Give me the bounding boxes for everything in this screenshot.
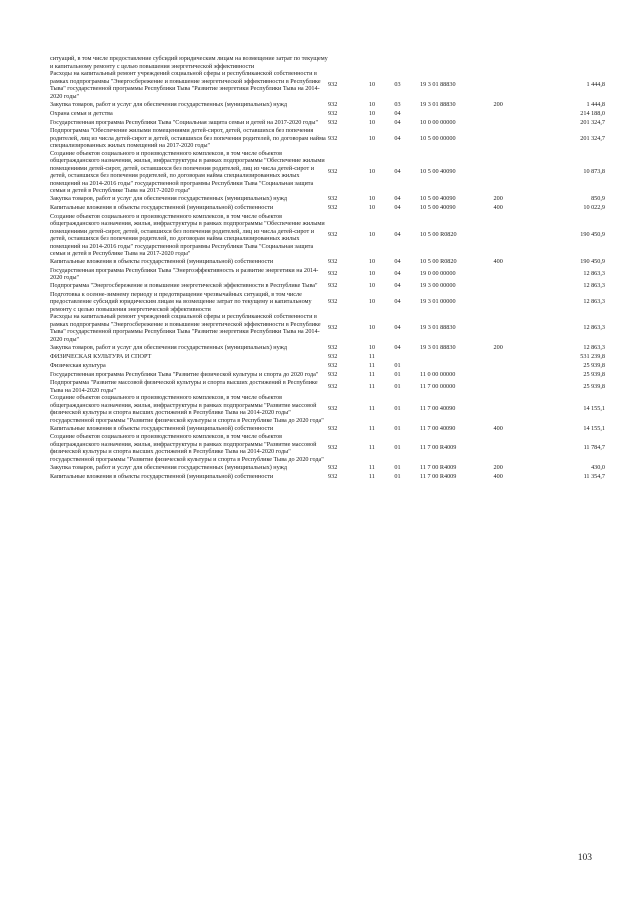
table-row	[50, 424, 605, 433]
row-target-item-code: 11 7 00 40090	[419, 405, 456, 413]
row-name: Закупка товаров, работ и услуг для обеспечения государственных (муниципальных) нужд	[50, 100, 288, 108]
row-name: Капитальные вложения в объекты государственной (муниципальной) собственности	[50, 472, 274, 480]
row-amount: 201 324,7	[580, 118, 605, 126]
row-ministry-code: 932	[328, 444, 338, 452]
row-section-code: 10	[368, 109, 376, 117]
table-row	[50, 55, 605, 70]
row-amount: 190 450,9	[580, 258, 605, 266]
row-target-item-code: 11 7 00 R4009	[419, 444, 457, 452]
table-row	[50, 282, 605, 291]
row-ministry-code: 932	[328, 100, 338, 108]
row-section-code: 10	[368, 298, 376, 305]
row-section-code: 11	[368, 472, 375, 480]
row-name: Подпрограмма "Развитие массовой физической культуры и спорта высших достижений в Республике Тыва на 2014-2020 годы"	[50, 379, 318, 394]
row-name: Расходы на капитальный ремонт учреждений социальной сферы и республиканской собственности в рамках подпрограммы "Энергосбережение и повышение энергетической эффективности в Республике Тыва" государственной программы Республики Тыва "Развитие энергетики Республики Тыва на 2014-2020 годы"	[50, 313, 321, 343]
row-target-item-code: 19 3 01 88830	[419, 324, 456, 332]
row-section-code: 11	[368, 405, 375, 413]
row-section-code	[369, 55, 395, 70]
row-amount: 1 444,8	[586, 81, 605, 89]
row-target-item-code: 11 7 00 R4009	[419, 472, 457, 480]
row-subsection-code: 04	[394, 282, 401, 290]
row-target-item-code: 11 7 00 R4009	[419, 463, 457, 471]
row-section-code: 10	[368, 324, 376, 332]
table-row	[50, 343, 605, 352]
row-amount: 12 863,3	[583, 270, 605, 278]
row-target-item-code: 10 5 00 40090	[419, 204, 456, 212]
row-ministry-code: 932	[328, 231, 338, 239]
row-section-code: 10	[368, 100, 376, 108]
row-ministry-code: 932	[328, 472, 338, 480]
row-amount: 12 863,3	[583, 324, 605, 332]
row-amount: 10 022,9	[583, 204, 605, 212]
row-subsection-code: 04	[394, 134, 401, 142]
table-row	[50, 267, 605, 282]
row-subsection-code: 04	[394, 168, 401, 176]
row-subsection-code: 03	[394, 81, 401, 89]
row-ministry-code: 932	[328, 405, 338, 413]
row-amount: 190 450,9	[580, 231, 605, 239]
row-target-item-code: 10 5 00 R0820	[419, 258, 457, 266]
row-section-code: 10	[368, 134, 376, 142]
row-expense-type-code: 400	[493, 204, 503, 212]
row-section-code: 10	[368, 258, 376, 266]
row-subsection-code: 04	[394, 270, 401, 278]
row-subsection-code: 04	[394, 324, 401, 332]
row-amount: 10 873,8	[583, 168, 605, 176]
row-amount: 1 444,8	[586, 100, 605, 108]
row-target-item-code: 10 5 00 40090	[419, 195, 456, 203]
row-expense-type-code	[494, 70, 533, 100]
row-ministry-code: 932	[328, 298, 338, 305]
row-expense-type-code	[494, 109, 533, 118]
row-target-item-code: 10 5 00 00000	[419, 134, 456, 142]
row-ministry-code: 932	[328, 204, 338, 212]
row-expense-type-code: 200	[493, 463, 503, 471]
row-section-code: 10	[368, 81, 376, 89]
row-name: Создание объектов социального и производственного комплексов, в том числе объектов общегражданского назначения, жилья, инфраструктуры в рамках подпрограммы "Обеспечение жилыми помещениями детей-сирот, детей, оставшихся без попечения родителей, лиц из числа детей-сирот и детей, оставшихся без попечения родителей, по договорам найма специализированных жилых помещений на 2014-2016 годы" государственной программы Республики Тыва "Социальная защита семьи и детей в Республике Тыва на 2017-2020 годы"	[50, 149, 325, 194]
row-amount: 25 939,8	[583, 382, 605, 390]
row-name: Физическая культура	[50, 361, 106, 369]
row-expense-type-code	[494, 433, 533, 463]
row-ministry-code: 932	[328, 134, 338, 142]
row-name: ФИЗИЧЕСКАЯ КУЛЬТУРА И СПОРТ	[50, 352, 152, 360]
row-name: Государственная программа Республики Тыва "Развитие физической культуры и спорта до 2020 года"	[50, 370, 319, 378]
row-ministry-code: 932	[328, 168, 338, 176]
row-ministry-code: 932	[328, 424, 338, 432]
row-section-code: 11	[368, 424, 375, 432]
budget-table-body	[50, 55, 605, 481]
table-row	[50, 195, 605, 204]
row-ministry-code: 932	[328, 81, 338, 89]
row-amount: 25 939,8	[583, 361, 605, 369]
row-name: Закупка товаров, работ и услуг для обеспечения государственных (муниципальных) нужд	[50, 343, 288, 351]
table-row	[50, 258, 605, 267]
row-ministry-code: 932	[328, 343, 338, 351]
row-ministry-code: 932	[328, 109, 338, 117]
row-name: Капитальные вложения в объекты государственной (муниципальной) собственности	[50, 204, 274, 212]
table-row	[50, 100, 605, 109]
row-target-item-code: 19 3 00 00000	[419, 282, 456, 290]
row-expense-type-code: 400	[493, 424, 503, 432]
table-row	[50, 472, 605, 481]
row-section-code: 11	[368, 370, 375, 378]
row-name: Государственная программа Республики Тыва "Социальная защита семьи и детей на 2017-2020 годы"	[50, 118, 318, 126]
row-expense-type-code: 200	[493, 195, 503, 203]
table-row	[50, 204, 605, 213]
row-ministry-code: 932	[328, 361, 338, 369]
row-expense-type-code	[494, 118, 533, 127]
row-subsection-code: 04	[394, 109, 401, 117]
row-name: Государственная программа Республики Тыва "Энергоэффективность и развитие энергетики на 2014-2020 годы"	[50, 266, 319, 281]
row-amount: 14 155,1	[583, 424, 605, 432]
table-row	[50, 379, 605, 394]
row-target-item-code	[420, 352, 494, 361]
row-name: ситуаций, в том числе предоставление субсидий юридическим лицам на возмещение затрат по текущему и капитальному ремонту с целью повышения энергетической эффективности	[50, 55, 328, 70]
row-target-item-code: 11 0 00 00000	[419, 370, 456, 378]
row-name: Закупка товаров, работ и услуг для обеспечения государственных (муниципальных) нужд	[50, 463, 288, 471]
row-subsection-code: 04	[394, 204, 401, 212]
table-row	[50, 433, 605, 463]
table-row	[50, 361, 605, 370]
row-subsection-code: 01	[394, 370, 401, 378]
row-amount: 850,9	[591, 195, 605, 203]
row-expense-type-code	[494, 291, 533, 314]
row-expense-type-code	[494, 370, 533, 379]
row-subsection-code: 01	[394, 463, 401, 471]
row-amount: 430,0	[591, 463, 605, 471]
row-target-item-code	[420, 55, 494, 70]
table-row	[50, 463, 605, 472]
row-name: Охрана семьи и детства	[50, 109, 113, 117]
row-section-code: 10	[368, 270, 376, 278]
row-name: Капитальные вложения в объекты государственной (муниципальной) собственности	[50, 258, 274, 266]
row-subsection-code: 03	[394, 100, 401, 108]
row-expense-type-code	[494, 127, 533, 150]
row-expense-type-code	[494, 352, 533, 361]
table-row	[50, 213, 605, 258]
row-target-item-code: 10 5 00 40090	[419, 168, 456, 176]
row-target-item-code: 10 5 00 R0820	[419, 231, 457, 239]
row-ministry-code: 932	[328, 118, 338, 126]
row-expense-type-code: 400	[493, 258, 503, 266]
row-target-item-code: 19 3 01 88830	[419, 343, 456, 351]
budget-table	[50, 55, 605, 481]
row-expense-type-code: 200	[493, 343, 503, 351]
row-subsection-code: 04	[394, 343, 401, 351]
row-target-item-code	[420, 361, 494, 370]
row-amount: 11 354,7	[583, 472, 605, 480]
row-target-item-code: 10 0 00 00000	[419, 118, 456, 126]
table-row	[50, 118, 605, 127]
row-expense-type-code	[494, 150, 533, 195]
row-section-code: 10	[368, 231, 376, 239]
row-name: Создание объектов социального и производственного комплексов, в том числе объектов общегражданского назначения, жилья, инфраструктуры в рамках подпрограммы "Развитие массовой физической культуры и спорта высших достижений в Республике Тыва на 2014-2020 годы" государственной программы "Развитие физической культуры и спорта в Республике Тыва до 2020 года"	[50, 433, 324, 463]
row-target-item-code: 19 0 00 00000	[419, 270, 456, 278]
row-ministry-code: 932	[328, 270, 338, 278]
row-name: Создание объектов социального и производственного комплексов, в том числе объектов общегражданского назначения, жилья, инфраструктуры в рамках подпрограммы "Обеспечение жилыми помещениями детей-сирот, детей, оставшихся без попечения родителей, лиц из числа детей-сирот и детей, оставшихся без попечения родителей, по договорам найма специализированных жилых помещений на 2014-2016 годы" государственной программы Республики Тыва "Социальная защита семьи и детей в Республике Тыва на 2017-2020 годы"	[50, 212, 325, 257]
row-amount: 201 324,7	[580, 134, 605, 142]
row-expense-type-code	[494, 361, 533, 370]
row-ministry-code: 932	[328, 463, 338, 471]
row-ministry-code: 932	[328, 382, 338, 390]
row-amount: 12 863,3	[583, 343, 605, 351]
row-amount: 12 863,3	[583, 298, 605, 305]
row-name: Расходы на капитальный ремонт учреждений социальной сферы и республиканской собственности в рамках подпрограммы "Энергосбережение и повышение энергетической эффективности в Республике Тыва" государственной программы Республики Тыва "Развитие энергетики Республики Тыва на 2014-2020 годы"	[50, 70, 321, 100]
table-row	[50, 109, 605, 118]
page-number: 103	[577, 853, 592, 863]
row-section-code: 11	[368, 463, 375, 471]
row-name: Закупка товаров, работ и услуг для обеспечения государственных (муниципальных) нужд	[50, 195, 288, 203]
row-section-code: 10	[368, 204, 376, 212]
row-amount: 214 188,0	[580, 109, 605, 117]
row-name: Подпрограмма "Обеспечение жилыми помещениями детей-сирот, детей, оставшихся без попечения родителей, лиц из числа детей-сирот и детей, оставшихся без попечения родителей, по договорам найма специализированных жилых помещений на 2017-2020 годы"	[50, 127, 326, 149]
row-name: Создание объектов социального и производственного комплексов, в том числе объектов общегражданского назначения, жилья, инфраструктуры в рамках подпрограммы "Развитие массовой физической культуры и спорта высших достижений в Республике Тыва на 2014-2020 годы" государственной программы "Развитие физической культуры и спорта в Республике Тыва до 2020 года"	[50, 394, 324, 424]
row-name: Капитальные вложения в объекты государственной (муниципальной) собственности	[50, 424, 274, 432]
row-amount	[532, 55, 605, 70]
row-expense-type-code: 400	[493, 472, 503, 480]
row-section-code: 11	[368, 352, 375, 360]
row-amount: 14 155,1	[583, 405, 605, 413]
row-amount: 11 784,7	[583, 444, 605, 452]
table-row	[50, 291, 605, 314]
row-subsection-code: 01	[394, 382, 401, 390]
row-ministry-code	[328, 55, 369, 70]
row-section-code: 10	[368, 343, 376, 351]
row-ministry-code: 932	[328, 370, 338, 378]
row-subsection-code: 01	[394, 444, 401, 452]
row-section-code: 11	[368, 361, 375, 369]
row-amount: 25 939,8	[583, 370, 605, 378]
row-name: Подготовка к осенне-зимнему периоду и предотвращение чрезвычайных ситуаций, в том числе предоставление субсидий юридическим лицам на возмещение затрат по текущему и капитальному ремонту с целью повышения энергетической эффективности	[50, 290, 312, 313]
row-subsection-code: 01	[394, 405, 401, 413]
row-target-item-code: 19 3 01 00000	[419, 298, 456, 305]
row-section-code: 10	[368, 282, 376, 290]
row-expense-type-code	[494, 55, 533, 70]
row-ministry-code: 932	[328, 195, 338, 203]
row-subsection-code: 04	[394, 118, 401, 126]
row-subsection-code: 04	[394, 258, 401, 266]
row-expense-type-code	[494, 394, 533, 424]
row-subsection-code: 04	[394, 195, 401, 203]
row-ministry-code: 932	[328, 258, 338, 266]
row-target-item-code: 11 7 00 00000	[419, 382, 456, 390]
row-ministry-code: 932	[328, 324, 338, 332]
row-amount: 12 863,3	[583, 282, 605, 290]
row-name: Подпрограмма "Энергосбережение и повышение энергетической эффективности в Республике Тыва"	[50, 282, 318, 290]
row-subsection-code: 01	[394, 424, 401, 432]
table-row	[50, 352, 605, 361]
row-target-item-code: 19 3 01 88830	[419, 100, 456, 108]
row-target-item-code: 11 7 00 40090	[419, 424, 456, 432]
row-subsection-code	[394, 352, 420, 361]
row-target-item-code: 19 3 01 88830	[419, 81, 456, 89]
row-subsection-code: 01	[394, 472, 401, 480]
row-section-code: 10	[368, 168, 376, 176]
row-ministry-code: 932	[328, 352, 338, 360]
row-section-code: 10	[368, 195, 376, 203]
row-subsection-code: 04	[394, 298, 401, 305]
table-row	[50, 150, 605, 195]
row-expense-type-code	[494, 313, 533, 343]
row-section-code: 11	[368, 444, 375, 452]
row-ministry-code: 932	[328, 282, 338, 290]
table-row	[50, 70, 605, 100]
row-expense-type-code	[494, 282, 533, 291]
table-row	[50, 370, 605, 379]
row-amount: 531 239,8	[580, 352, 605, 360]
row-expense-type-code	[494, 267, 533, 282]
row-section-code: 11	[368, 382, 375, 390]
row-expense-type-code	[494, 213, 533, 258]
row-section-code: 10	[368, 118, 376, 126]
row-subsection-code	[394, 55, 420, 70]
table-row	[50, 127, 605, 150]
row-subsection-code: 04	[394, 231, 401, 239]
row-target-item-code	[420, 109, 494, 118]
row-subsection-code: 01	[394, 361, 401, 369]
row-expense-type-code	[494, 379, 533, 394]
table-row	[50, 394, 605, 424]
table-row	[50, 313, 605, 343]
row-expense-type-code: 200	[493, 100, 503, 108]
